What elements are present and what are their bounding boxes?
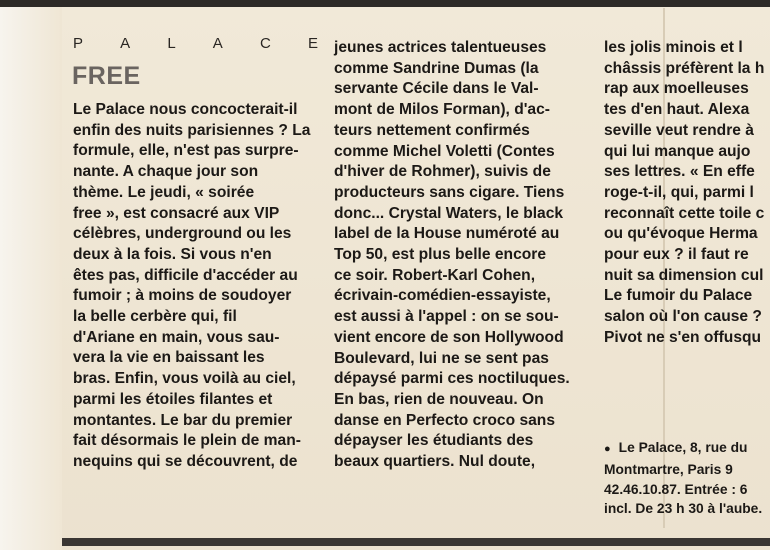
text-line: ou qu'évoque Herma [604,225,758,243]
kicker-letter: A [120,35,131,52]
text-line: vient encore de son Hollywood [334,328,564,346]
text-line: d'Ariane en main, vous sau- [73,328,280,346]
bottom-rule [62,538,770,546]
text-line: châssis préfèrent la h [604,59,765,77]
top-rule [0,0,770,7]
text-line: salon où l'on cause ? [604,308,762,326]
text-line: ce soir. Robert-Karl Cohen, [334,266,536,284]
text-line: dépayser les étudiants des [334,432,534,450]
text-line: Le fumoir du Palace [604,287,753,305]
kicker-letter: A [212,35,223,52]
text-line: nequins qui se découvrent, de [73,452,298,470]
text-line: seville veut rendre à [604,121,754,139]
kicker-letter: L [167,35,176,52]
column-1 [73,100,323,473]
text-line: producteurs sans cigare. Tiens [334,183,565,201]
text-line: En bas, rien de nouveau. On [334,390,544,408]
text-line: nante. A chaque jour son [73,163,259,181]
text-line: mont de Milos Forman), d'ac- [334,101,550,119]
text-line: Le Palace nous concocterait-il [73,101,298,118]
text-line: incl. De 23 h 30 à l'aube. [604,501,763,517]
text-line: servante Cécile dans le Val- [334,80,539,98]
text-line: free », est consacré aux VIP [73,204,280,222]
text-line: tes d'en haut. Alexa [604,101,750,119]
kicker-letter: C [259,35,271,52]
text-line: formule, elle, n'est pas surpre- [73,142,299,160]
paper-margin [0,0,62,550]
column-3 [604,38,770,349]
text-line: fait désormais le plein de man- [73,432,301,450]
text-line: roge-t-il, qui, parmi l [604,183,754,201]
text-line: est aussi à l'appel : on se sou- [334,308,559,326]
venue-info [604,438,770,519]
text-line: Pivot ne s'en offusqu [604,328,762,346]
text-line: pour eux ? il faut re [604,246,749,264]
text-line: Boulevard, lui ne se sent pas [334,349,549,367]
text-line: les jolis minois et l [604,39,743,56]
text-line: donc... Crystal Waters, le black [334,204,564,222]
text-line: label de la House numéroté au [334,225,560,243]
bullet-icon: ● [604,443,611,455]
text-line: danse en Perfecto croco sans [334,411,556,429]
text-line: ses lettres. « En effe [604,163,755,181]
text-line: rap aux moelleuses [604,80,749,98]
text-line: la belle cerbère qui, fil [73,308,237,326]
text-line: 42.46.10.87. Entrée : 6 [604,481,748,497]
text-line: nuit sa dimension cul [604,266,764,284]
text-line: Montmartre, Paris 9 [604,461,733,477]
text-line: d'hiver de Rohmer), suivis de [334,163,551,181]
text-line: comme Sandrine Dumas (la [334,59,539,77]
text-line: dépaysé parmi ces noctiluques. [334,370,570,388]
text-line: qui lui manque aujo [604,142,751,160]
text-line: êtes pas, difficile d'accéder au [73,266,298,284]
text-line: écrivain-comédien-essayiste, [334,287,551,305]
text-line: Top 50, est plus belle encore [334,246,547,264]
section-kicker [73,35,318,52]
text-line: thème. Le jeudi, « soirée [73,183,255,201]
column-2 [334,38,586,473]
text-line: fumoir ; à moins de soudoyer [73,287,292,305]
text-line: comme Michel Voletti (Contes [334,142,555,160]
text-line: montantes. Le bar du premier [73,411,293,429]
text-line: vera la vie en baissant les [73,349,265,367]
text-line: teurs nettement confirmés [334,121,530,139]
text-line: célèbres, underground ou les [73,225,292,243]
text-line: enfin des nuits parisiennes ? La [73,121,311,139]
text-line: bras. Enfin, vous voilà au ciel, [73,370,296,388]
kicker-letter: P [73,35,84,52]
text-line: deux à la fois. Si vous n'en [73,245,272,263]
text-line [604,438,770,460]
text-line: parmi les étoiles filantes et [73,390,273,408]
kicker-letter: E [307,35,318,52]
text-line: reconnaît cette toile c [604,204,765,222]
article-headline: FREE [72,62,141,90]
text-line: jeunes actrices talentueuses [334,39,547,56]
info-line: Le Palace, 8, rue du [618,440,748,455]
text-line: beaux quartiers. Nul doute, [334,453,536,471]
